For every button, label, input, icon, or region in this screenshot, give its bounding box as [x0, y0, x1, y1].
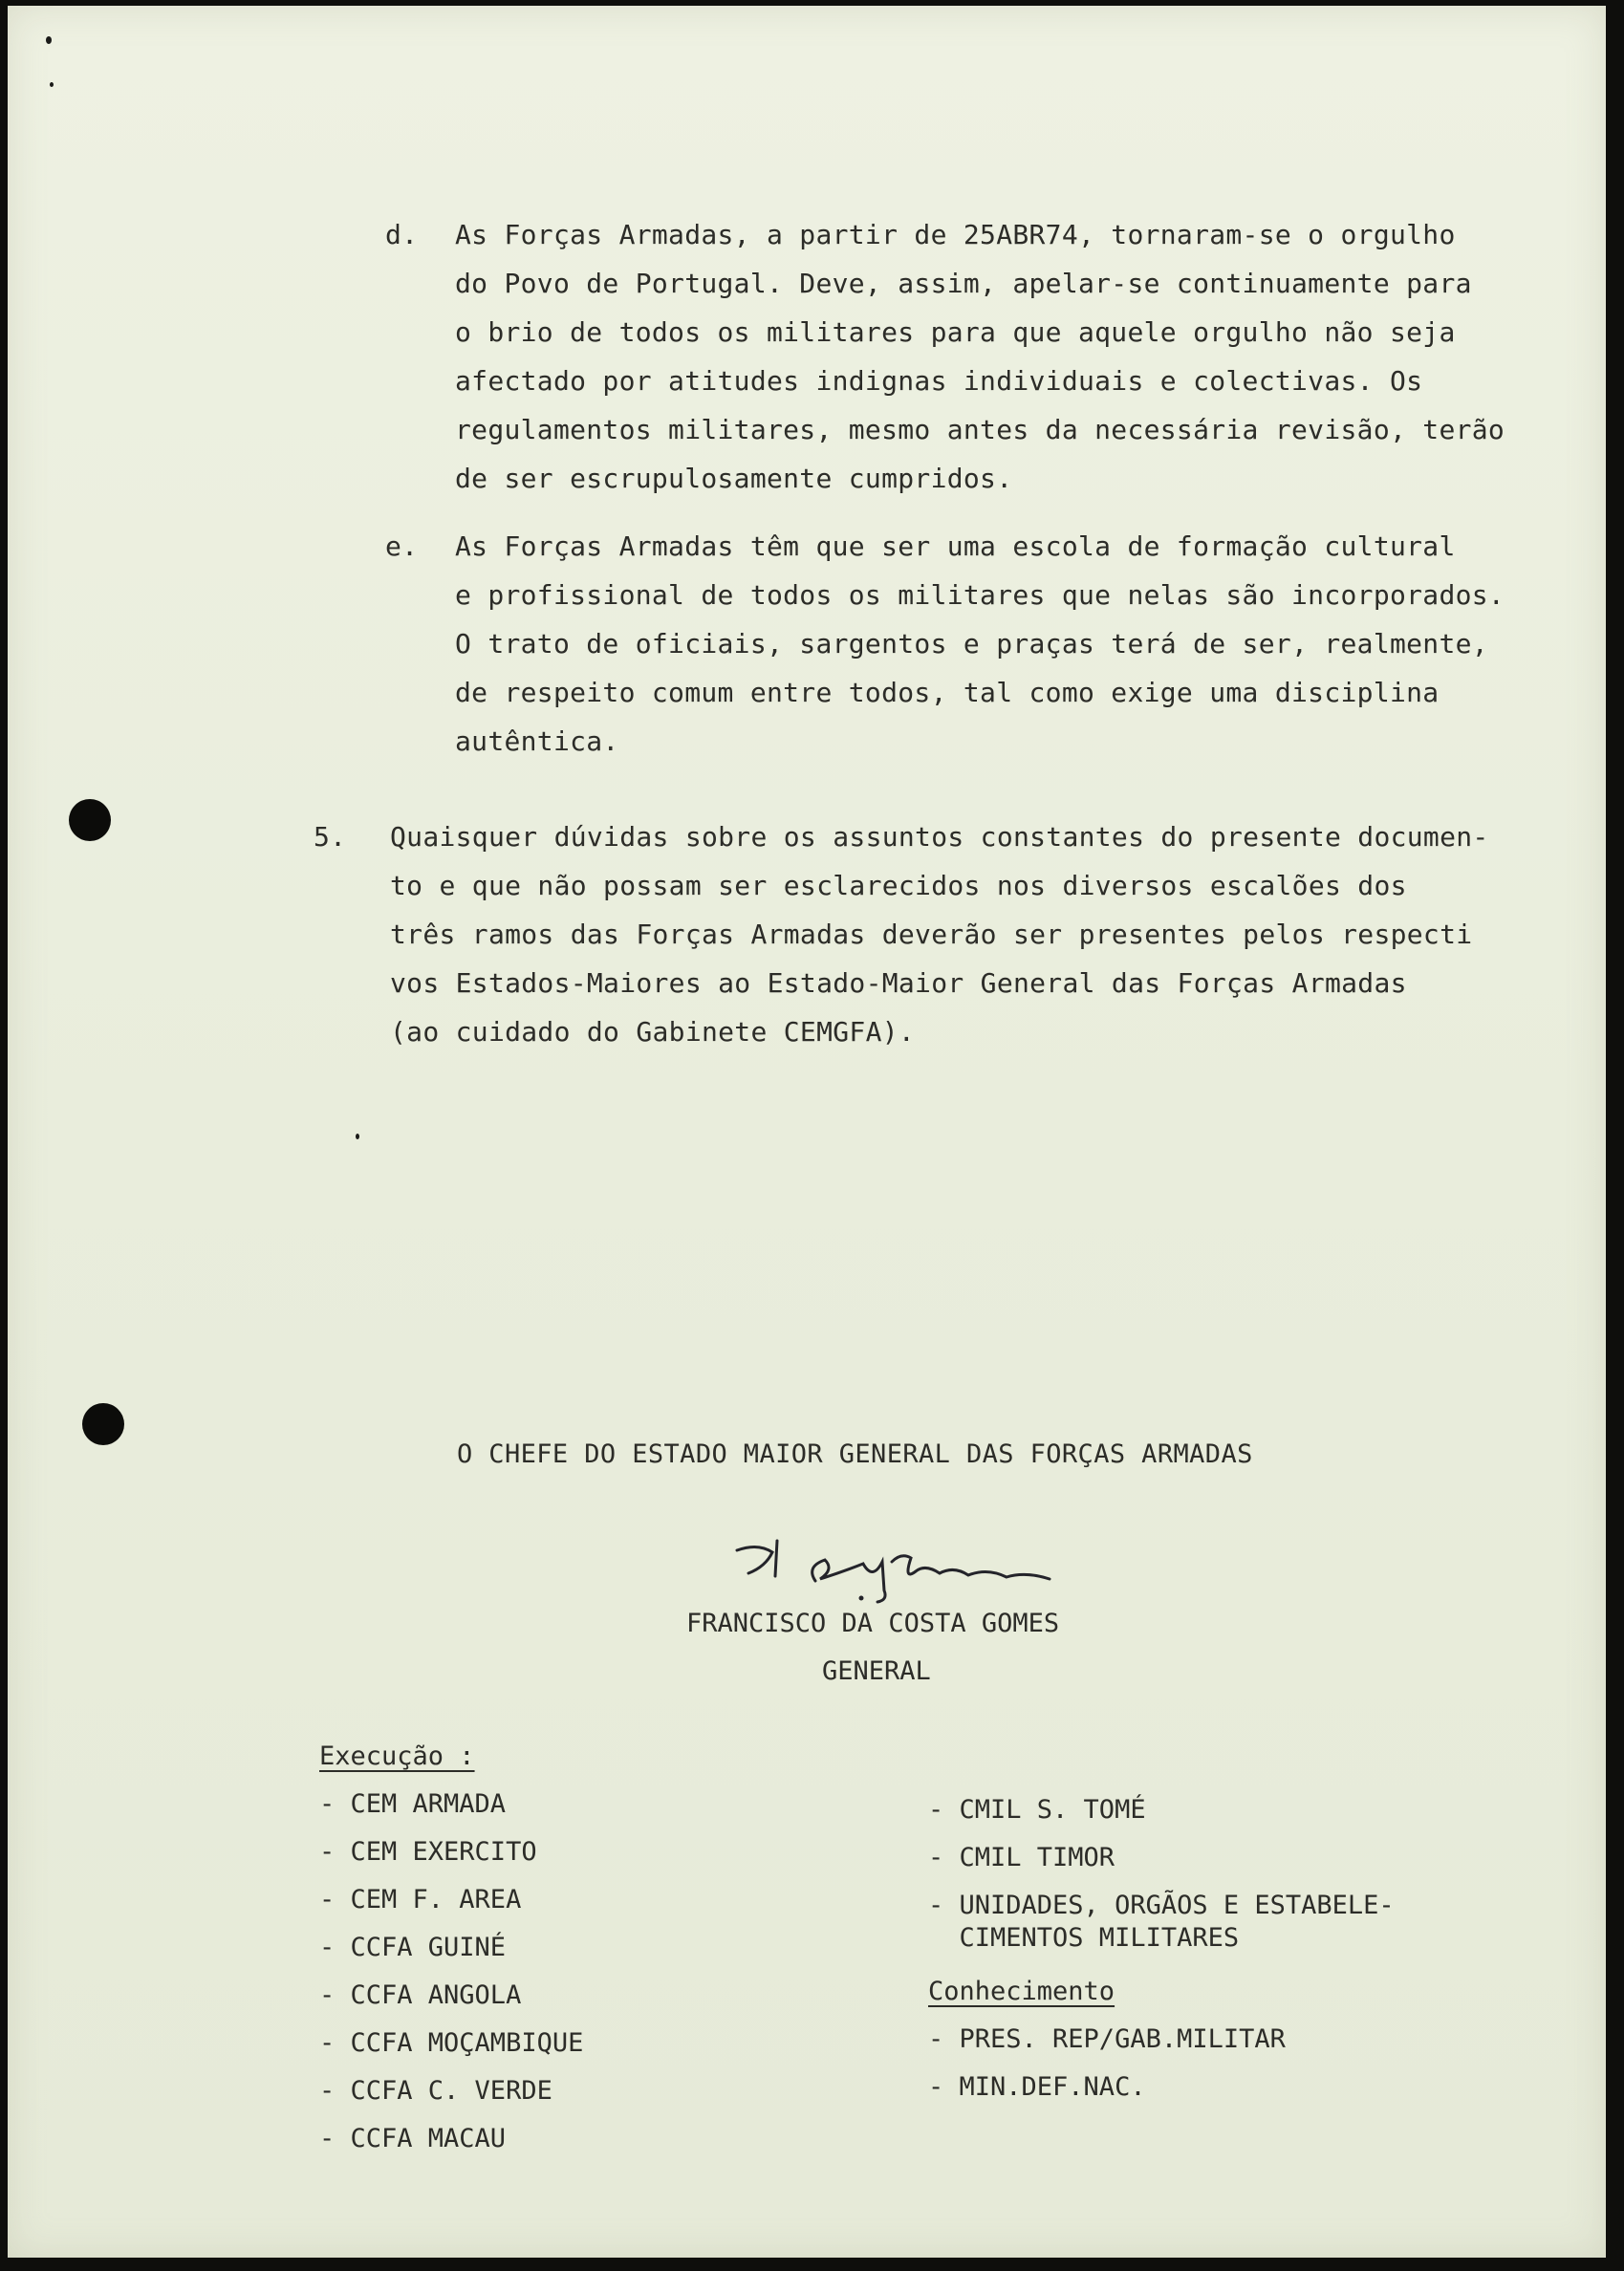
ink-speck	[46, 36, 52, 44]
paragraph-line: autêntica.	[455, 725, 619, 757]
paragraph-line: afectado por atitudes indignas individuais e colectivas. Os	[455, 365, 1423, 397]
paragraph-d	[385, 210, 1556, 503]
distribution-item: - PRES. REP/GAB.MILITAR	[928, 2024, 1286, 2054]
ink-speck	[50, 82, 54, 87]
distribution-item: - CMIL S. TOMÉ	[928, 1795, 1146, 1825]
paragraph-line: de respeito comum entre todos, tal como exige uma disciplina	[455, 677, 1440, 708]
distribution-item: - CCFA GUINÉ	[319, 1933, 507, 1962]
distribution-item: - CMIL TIMOR	[928, 1843, 1115, 1872]
paragraph-line: três ramos das Forças Armadas deverão ser presentes pelos respecti	[390, 919, 1473, 950]
paragraph-line: As Forças Armadas, a partir de 25ABR74, tornaram-se o orgulho	[455, 219, 1456, 250]
paragraph-line: Quaisquer dúvidas sobre os assuntos constantes do presente documen-	[390, 821, 1489, 853]
paragraph-line: As Forças Armadas têm que ser uma escola de formação cultural	[455, 530, 1456, 562]
conhecimento-heading: Conhecimento	[928, 1977, 1115, 2006]
punch-hole-bottom	[82, 1403, 124, 1445]
signatory-rank: GENERAL	[822, 1656, 931, 1686]
ink-speck	[356, 1134, 359, 1139]
paragraph-e	[385, 522, 1556, 766]
paragraph-line: vos Estados-Maiores ao Estado-Maior General das Forças Armadas	[390, 967, 1407, 999]
paragraph-line: O trato de oficiais, sargentos e praças terá de ser, realmente,	[455, 628, 1488, 660]
distribution-item: - CEM EXERCITO	[319, 1837, 537, 1867]
paragraph-line: e profissional de todos os militares que nelas são incorporados.	[455, 579, 1505, 611]
distribution-item-line: - UNIDADES, ORGÃOS E ESTABELE-	[928, 1891, 1395, 1920]
paragraph-line: to e que não possam ser esclarecidos nos diversos escalões dos	[390, 870, 1407, 901]
distribution-execucao-left	[319, 1733, 583, 2163]
distribution-item: - CEM ARMADA	[319, 1789, 507, 1819]
distribution-item: - CCFA MOÇAMBIQUE	[319, 2028, 584, 2058]
paragraph-5	[314, 812, 1489, 1056]
distribution-item: - CCFA ANGOLA	[319, 1980, 522, 2010]
paragraph-line: o brio de todos os militares para que aquele orgulho não seja	[455, 316, 1456, 348]
distribution-execucao-right	[928, 1786, 1395, 2111]
paragraph-line: do Povo de Portugal. Deve, assim, apelar-se continuamente para	[455, 268, 1472, 299]
signatory-title: O CHEFE DO ESTADO MAIOR GENERAL DAS FORÇAS ARMADAS	[457, 1439, 1253, 1469]
distribution-item: - CCFA MACAU	[319, 2124, 507, 2153]
distribution-item-line: CIMENTOS MILITARES	[928, 1923, 1240, 1953]
paragraph-line: de ser escrupulosamente cumpridos.	[455, 463, 1013, 494]
paragraph-label: d.	[385, 219, 419, 250]
paragraph-label: 5.	[314, 821, 347, 853]
distribution-item: - CEM F. AREA	[319, 1885, 522, 1914]
paragraph-line: regulamentos militares, mesmo antes da necessária revisão, terão	[455, 414, 1505, 445]
distribution-item-wrapped	[928, 1882, 1395, 1962]
execucao-heading: Execução :	[319, 1741, 475, 1771]
distribution-item: - MIN.DEF.NAC.	[928, 2072, 1146, 2102]
document-page	[8, 6, 1606, 2258]
signatory-name: FRANCISCO DA COSTA GOMES	[686, 1609, 1060, 1638]
handwritten-signature	[720, 1524, 1121, 1610]
punch-hole-top	[69, 799, 111, 841]
paragraph-label: e.	[385, 530, 419, 562]
paragraph-line: (ao cuidado do Gabinete CEMGFA).	[390, 1016, 916, 1048]
distribution-item: - CCFA C. VERDE	[319, 2076, 552, 2106]
